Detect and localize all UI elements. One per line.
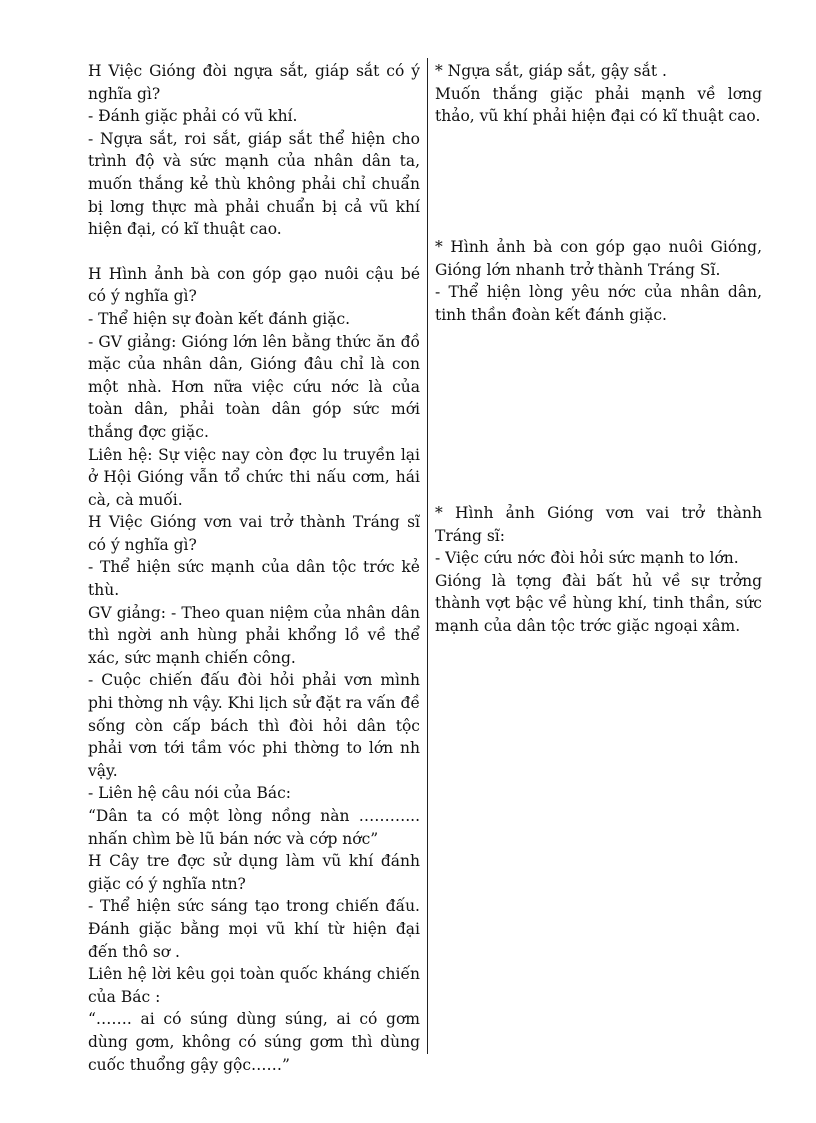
lecture-paragraph: Liên hệ lời kêu gọi toàn quốc kháng chiến của Bác : bbox=[88, 965, 420, 1006]
summary-text: Muốn thắng giặc phải mạnh về lơng thảo, vũ khí phải hiện đại có kĩ thuật cao. bbox=[435, 84, 762, 126]
summary-heading: * Hình ảnh Gióng vơn vai trở thành Tráng sĩ: bbox=[435, 504, 762, 545]
summary-heading: * Ngựa sắt, giáp sắt, gậy sắt . bbox=[435, 62, 667, 80]
question-paragraph: H Hình ảnh bà con góp gạo nuôi cậu bé có ý nghĩa gì? bbox=[88, 264, 420, 306]
quote-paragraph: “……. ai có súng dùng súng, ai có gơm dùng gơm, không có súng gơm thì dùng cuốc thuổng gậy gộc……” bbox=[88, 1010, 420, 1074]
question-paragraph: H Việc Gióng vơn vai trở thành Tráng sĩ có ý nghĩa gì? bbox=[88, 513, 420, 554]
question-paragraph: H Việc Gióng đòi ngựa sắt, giáp sắt có ý nghĩa gì? bbox=[88, 62, 420, 103]
quote-paragraph: “Dân ta có một lòng nồng nàn ………... nhấn chìm bè lũ bán nớc và cớp nớc” bbox=[88, 807, 420, 848]
lecture-paragraph: Liên hệ: Sự việc nay còn đợc lu truyền lại ở Hội Gióng vẫn tổ chức thi nấu cơm, hái cà, cà muối. bbox=[88, 445, 420, 509]
column-divider bbox=[427, 58, 428, 1054]
teacher-questions-column bbox=[88, 60, 420, 1076]
answer-paragraph: - Thể hiện sức mạnh của dân tộc trớc kẻ thù. bbox=[88, 558, 420, 600]
lecture-paragraph: - GV giảng: Gióng lớn lên bằng thức ăn đồ mặc của nhân dân, Gióng đâu chỉ là con một nhà. Hơn nữa việc cứu nớc là của toàn dân, phải toàn dân góp sức mới thắng đợc giặc. bbox=[88, 332, 420, 441]
answer-paragraph: - Thể hiện sức sáng tạo trong chiến đấu. Đánh giặc bằng mọi vũ khí từ hiện đại đến thô sơ . bbox=[88, 897, 420, 961]
summary-heading: * Hình ảnh bà con góp gạo nuôi Gióng, Gióng lớn nhanh trở thành Tráng Sĩ. bbox=[435, 238, 762, 279]
lecture-paragraph: GV giảng: - Theo quan niệm của nhân dân thì ngời anh hùng phải khổng lồ về thể xác, sức mạnh chiến công. bbox=[88, 603, 420, 667]
spacer bbox=[88, 241, 420, 263]
summary-block-weapons bbox=[435, 60, 762, 128]
summary-text: - Việc cứu nớc đòi hỏi sức mạnh to lớn. bbox=[435, 549, 739, 568]
lecture-paragraph: - Cuộc chiến đấu đòi hỏi phải vơn mình phi thờng nh vậy. Khi lịch sử đặt ra vấn đề sống còn cấp bách thì đòi hỏi dân tộc phải vơn tới tầm vóc phi thờng to lớn nh vậy. bbox=[88, 671, 420, 780]
summary-block-hero bbox=[435, 502, 762, 638]
answer-paragraph: - Ngựa sắt, roi sắt, giáp sắt thể hiện cho trình độ và sức mạnh của nhân dân ta, muốn thắng kẻ thù không phải chỉ chuẩn bị lơng thực mà phải chuẩn bị cả vũ khí hiện đại, có kĩ thuật cao. bbox=[88, 129, 420, 239]
lecture-paragraph: - Liên hệ câu nói của Bác: bbox=[88, 784, 291, 803]
answer-paragraph: - Đánh giặc phải có vũ khí. bbox=[88, 107, 298, 126]
summary-text: Gióng là tợng đài bất hủ về sự trởng thành vợt bậc về hùng khí, tinh thần, sức mạnh của dân tộc trớc giặc ngoại xâm. bbox=[435, 571, 762, 635]
question-paragraph: H Cây tre đợc sử dụng làm vũ khí đánh giặc có ý nghĩa ntn? bbox=[88, 852, 420, 893]
summary-text: - Thể hiện lòng yêu nớc của nhân dân, tinh thần đoàn kết đánh giặc. bbox=[435, 283, 762, 324]
summary-block-rice bbox=[435, 236, 762, 326]
answer-paragraph: - Thể hiện sự đoàn kết đánh giặc. bbox=[88, 309, 351, 328]
